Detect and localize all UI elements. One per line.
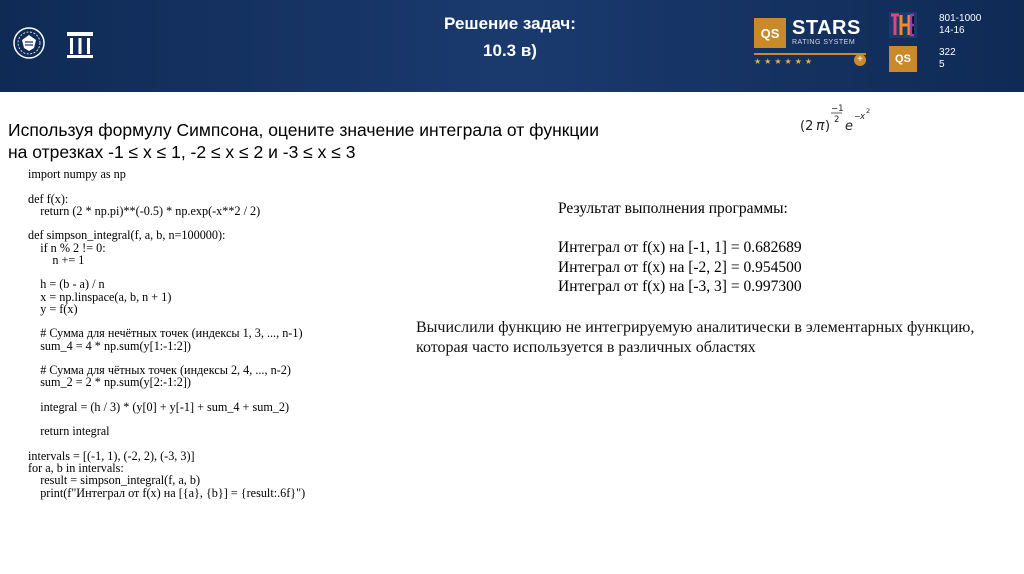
qs-rank-subvalue: 5 bbox=[939, 59, 945, 70]
task-statement bbox=[8, 119, 708, 163]
result-line: Интеграл от f(x) на [-1, 1] = 0.682689 bbox=[558, 239, 802, 256]
task-line-2: на отрезках -1 ≤ x ≤ 1, -2 ≤ x ≤ 2 и -3 ≤ x ≤ 3 bbox=[8, 142, 356, 162]
formula-exp-two: 2 bbox=[866, 107, 871, 115]
qs-ranking-logo: QS bbox=[889, 46, 917, 72]
title-line-1: Решение задач: bbox=[444, 14, 576, 33]
header-bar bbox=[0, 0, 1024, 92]
qs-stars-badge bbox=[754, 18, 866, 70]
task-line-1: Используя формулу Симпсона, оцените значение интеграла от функции bbox=[8, 120, 599, 140]
gaussian-formula bbox=[798, 103, 888, 137]
formula-exp-denominator: 2 bbox=[834, 115, 840, 125]
formula-exp-x: x bbox=[860, 112, 866, 122]
qs-rank-value: 322 bbox=[939, 47, 956, 58]
result-line: Интеграл от f(x) на [-2, 2] = 0.954500 bbox=[558, 258, 802, 276]
title-line-2: 10.3 в) bbox=[483, 41, 537, 60]
stars-rating-icon: ★★★★★★ bbox=[754, 53, 866, 71]
qs-logo: QS bbox=[754, 18, 786, 48]
python-code-listing: import numpy as np def f(x): return (2 * np.pi)**(-0.5) * np.exp(-x**2 / 2) def simpson_integral(f, a, b, n=100000): if n % 2 != 0: n += 1 h = (b - a) / n x = np.linspace(a, b, n + 1) y = f(x) # Сумма для нечётных точек (индексы 1, 3, ..., n-1) sum_4 = 4 * np.sum(y[1:-1:2]) # Сумма для чётных точек (индексы 2, 4, ..., n-2) sum_2 = 2 * np.sum(y[2:-1:2]) integral = (h / 3) * (y[0] + y[-1] + sum_4 + sum_2) return integral intervals = [(-1, 1), (-2, 2), (-3, 3)] for a, b in intervals: result = simpson_integral(f, a, b) print(f"Интеграл от f(x) на [{a}, {b}] = {result:.6f}") bbox=[28, 167, 306, 500]
results-title: Результат выполнения программы: bbox=[558, 200, 788, 217]
formula-pi: π bbox=[816, 118, 825, 134]
plus-icon: + bbox=[854, 54, 866, 66]
the-rank-subvalue: 14-16 bbox=[939, 25, 965, 36]
the-rank-value: 801-1000 bbox=[939, 13, 982, 24]
stars-word: STARS bbox=[792, 17, 861, 39]
the-rank bbox=[939, 13, 981, 37]
formula-base-open: (2 bbox=[800, 119, 814, 134]
rating-system-label: RATING SYSTEM bbox=[792, 39, 856, 46]
formula-exp-minus: − bbox=[854, 112, 861, 121]
formula-e: e bbox=[845, 119, 853, 134]
formula-base-close: ) bbox=[825, 119, 831, 134]
qs-rank bbox=[939, 47, 956, 71]
university-crest-icon bbox=[12, 26, 46, 60]
the-ranking-logo-icon bbox=[889, 12, 917, 38]
result-line: Интеграл от f(x) на [-3, 3] = 0.997300 bbox=[558, 278, 802, 295]
slide-title bbox=[390, 10, 630, 64]
temple-logo-icon bbox=[66, 30, 94, 60]
results-list bbox=[558, 238, 802, 297]
formula-exp-numerator: −1 bbox=[831, 104, 844, 114]
conclusion-note: Вычислили функцию не интегрируемую аналитически в элементарных функцию, которая часто используется в различных областях bbox=[416, 319, 975, 356]
